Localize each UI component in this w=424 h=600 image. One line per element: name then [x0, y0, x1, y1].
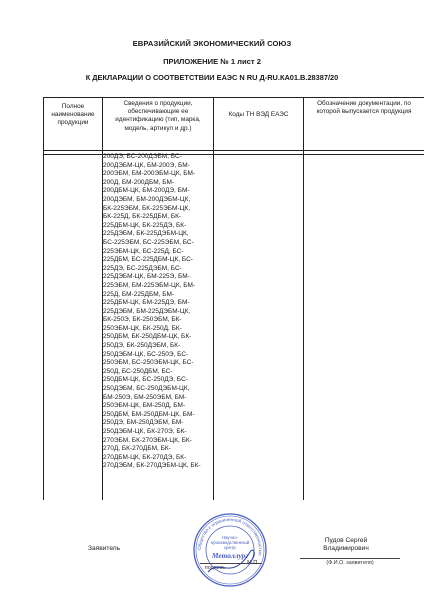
- description-line: 225ДБМ-ЦК, БМ-225ДЭ, БМ-: [103, 299, 190, 307]
- description-line: 250ДЭ, БМ-250ДЭБМ, БМ-: [103, 419, 184, 427]
- description-line: 250ДБМ, БМ-250ДБМ-ЦК, БМ-: [103, 410, 195, 418]
- description-line: 200ЭБМ, БМ-200ЭБМ-ЦК, БМ-: [103, 170, 196, 178]
- description-line: 250ЭБМ-ЦК, БК-250Д, БК-: [103, 324, 182, 332]
- col-border-1: [43, 97, 44, 500]
- description-line: 225Д, БМ-225ДБМ, БМ-: [103, 290, 175, 298]
- product-identification-cell: [103, 153, 211, 500]
- description-line: 200ДЭ, БС-200ДЭБМ, БС-: [103, 153, 182, 160]
- seal-center-line-1: Научно-: [221, 535, 239, 540]
- description-line: 250ДЭ, БК-250ДЭБМ, БК-: [103, 342, 181, 350]
- description-line: 200Д, БМ-200ДБМ, БМ-: [103, 178, 175, 186]
- applicant-label: Заявитель: [88, 545, 121, 552]
- description-line: 225ДЭБМ, БК-225ДЭБМ-ЦК,: [103, 230, 189, 238]
- stamp-place-mark: М.П.: [247, 560, 259, 566]
- header-row-divider: [43, 150, 424, 151]
- signature-caption: подпись: [204, 565, 226, 571]
- description-line: 200ДЭБМ-ЦК, БМ-200Э, БМ-: [103, 161, 190, 169]
- description-line: 250Д, БС-250ДБМ, БС-: [103, 367, 173, 375]
- col-border-3: [213, 97, 214, 500]
- seal-center-line-2: производственный: [210, 540, 250, 545]
- description-line: БС-225ЭБМ, БС-225ЭБМ, БС-: [103, 238, 194, 246]
- description-line: 225ЭБМ, БМ-225ЭБМ-ЦК, БМ-: [103, 281, 196, 289]
- description-line: 270ДБМ-ЦК, БК-270ДЭ, БК-: [103, 453, 187, 461]
- description-line: 270ЭБМ, БК-270ЭБМ-ЦК, БК-: [103, 436, 192, 444]
- applicant-name: [286, 537, 406, 554]
- name-caption: (Ф.И.О. заявителя): [326, 560, 374, 566]
- description-line: 250ДБМ, БК-250ДБМ-ЦК, БК-: [103, 333, 192, 341]
- seal-center-line-3: центр: [224, 545, 236, 550]
- column-header-documentation: Обозначение документации, по которой выпускается продукция: [316, 100, 412, 116]
- col-border-4: [303, 97, 304, 500]
- description-line: 225ДЭ, БС-225ДЭБМ, БС-: [103, 264, 182, 272]
- company-seal: [192, 512, 268, 588]
- description-line: 250ДЭБМ, БС-250ДЭБМ-ЦК,: [103, 385, 190, 393]
- description-line: 200ДБМ-ЦК, БМ-200ДЭ, БМ-: [103, 187, 190, 195]
- description-line: 250ЭБМ, БС-250ЭБМ-ЦК, БС-: [103, 359, 194, 367]
- column-header-identification: Сведения о продукции, обеспечивающие ее идентификацию (тип, марка, модель, артикул и др.): [115, 100, 201, 132]
- name-underline: [300, 558, 400, 559]
- description-line: 270ДЭБМ, БК-270ДЭБМ-ЦК, БК-: [103, 462, 201, 470]
- union-title: ЕВРАЗИЙСКИЙ ЭКОНОМИЧЕСКИЙ СОЮЗ: [132, 39, 292, 48]
- description-line: БК-225Д, БК-225ДБМ, БК-: [103, 213, 182, 221]
- applicant-name-line-2: Владимирович: [323, 545, 369, 553]
- description-line: 250ЭБМ-ЦК, БМ-250Д, БМ-: [103, 402, 186, 410]
- description-line: 225ДБМ, БС-225ДБМ-ЦК, БС-: [103, 256, 193, 264]
- seal-ring-text: Общество с ограниченной ответственностью: [196, 516, 264, 556]
- appendix-title: ПРИЛОЖЕНИЕ № 1 лист 2: [163, 57, 261, 66]
- description-line: 270Д, БК-270ДБМ, БК-: [103, 445, 171, 453]
- applicant-name-line-1: Пудов Сергей: [324, 537, 368, 544]
- seal-company-name: Металлург: [211, 551, 249, 560]
- declaration-title: К ДЕКЛАРАЦИИ О СООТВЕТСТВИИ ЕАЭС N RU Д-RU.КА01.В.28387/20: [85, 73, 339, 82]
- description-line: 225ДЭБМ, БМ-225ДЭБМ-ЦК,: [103, 307, 191, 315]
- description-line: БМ-250Э, БМ-250ЭБМ, БМ-: [103, 393, 187, 401]
- description-line: 225ЭБМ-ЦК, БС-225Д, БС-: [103, 247, 184, 255]
- column-header-tnved-codes: Коды ТН ВЭД ЕАЭС: [228, 111, 289, 118]
- column-header-name: Полное наименование продукции: [51, 103, 95, 127]
- description-line: 250ДЭБМ-ЦК, БС-250Э, БС-: [103, 350, 189, 358]
- description-line: БК-225ЭБМ, БК-225ЭБМ-ЦК,: [103, 204, 191, 212]
- description-line: 250ДЭБМ-ЦК, БК-270Э, БК-: [103, 428, 187, 435]
- header-row-divider-second: [43, 154, 424, 155]
- product-table: [43, 97, 424, 500]
- seal-inner-ring: [206, 526, 254, 574]
- description-line: 250ДБМ-ЦК, БС-250ДЭ, БС-: [103, 376, 188, 384]
- seal-outer-ring: [194, 514, 266, 586]
- description-line: БК-250Э, БК-250ЭБМ, БК-: [103, 316, 182, 324]
- description-line: 200ДЭБМ, БМ-200ДЭБМ-ЦК,: [103, 195, 191, 203]
- table-top-border: [43, 97, 424, 98]
- description-line: 225ДБМ-ЦК, БК-225ДЭ, БК-: [103, 221, 187, 229]
- description-line: 225ДЭБМ-ЦК, БМ-225Э, БМ-: [103, 273, 190, 281]
